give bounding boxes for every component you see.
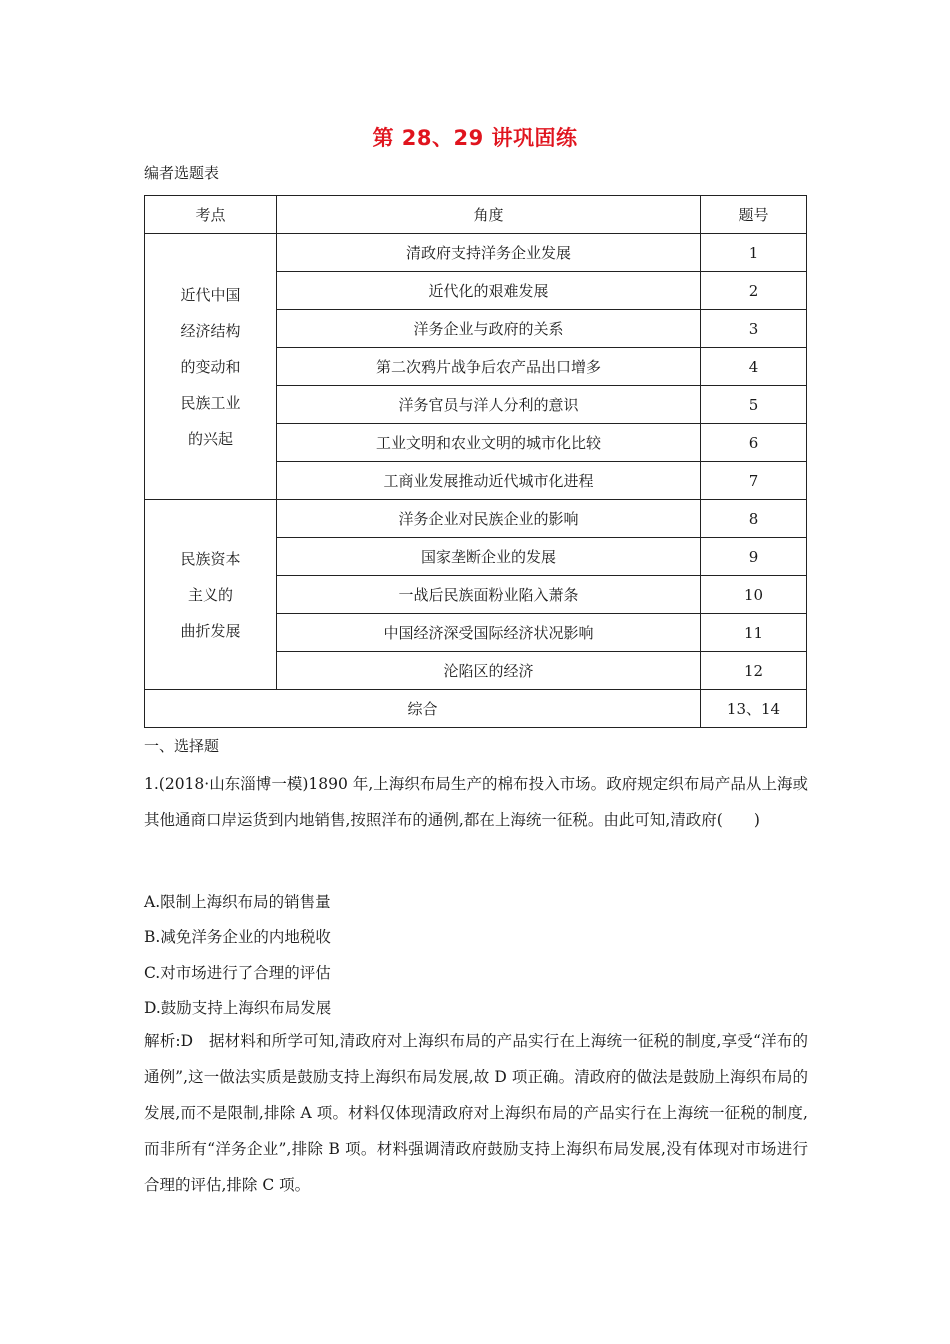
angle-cell: 洋务企业对民族企业的影响 [277,500,701,538]
angle-cell: 洋务企业与政府的关系 [277,310,701,348]
topic-cell-2 [145,500,277,690]
option-c: C.对市场进行了合理的评估 [144,964,331,982]
header-number: 题号 [701,196,807,234]
summary-number: 13、14 [701,690,807,728]
section-title: 一、选择题 [144,737,220,755]
option-d: D.鼓励支持上海织布局发展 [144,999,332,1017]
angle-cell: 国家垄断企业的发展 [277,538,701,576]
angle-cell: 工商业发展推动近代城市化进程 [277,462,701,500]
summary-label: 综合 [145,690,701,728]
answer-analysis: 解析:D 据材料和所学可知,清政府对上海织布局的产品实行在上海统一征税的制度,享受“洋布的通例”,这一做法实质是鼓励支持上海织布局发展,故 D 项正确。清政府的做法是鼓励上海织布局的发展,而不是限制,排除 A 项。材料仅体现清政府对上海织布局的产品实行在上海统一征税的制度,而非所有“洋务企业”,排除 B 项。材料强调清政府鼓励支持上海织布局发展,没有体现对市场进行合理的评估,排除 C 项。 [144,1032,808,1194]
table-summary-row [145,690,807,728]
number-cell: 12 [701,652,807,690]
topic-line: 近代中国 [180,285,241,304]
number-cell: 11 [701,614,807,652]
angle-cell: 工业文明和农业文明的城市化比较 [277,424,701,462]
table-header-row [145,196,807,234]
angle-cell: 洋务官员与洋人分利的意识 [277,386,701,424]
angle-cell: 清政府支持洋务企业发展 [277,234,701,272]
number-cell: 8 [701,500,807,538]
angle-cell: 中国经济深受国际经济状况影响 [277,614,701,652]
header-angle: 角度 [277,196,701,234]
number-cell: 3 [701,310,807,348]
number-cell: 4 [701,348,807,386]
table-caption: 编者选题表 [144,164,220,182]
topic-line: 的兴起 [187,429,233,448]
topic-line: 的变动和 [180,357,241,376]
table-row [145,500,807,538]
angle-cell: 第二次鸦片战争后农产品出口增多 [277,348,701,386]
number-cell: 2 [701,272,807,310]
topic-line: 曲折发展 [180,621,241,640]
question-stem: 1.(2018·山东淄博一模)1890 年,上海织布局生产的棉布投入市场。政府规定织布局产品从上海或其他通商口岸运货到内地销售,按照洋布的通例,都在上海统一征税。由此可知,清政府( ) [144,775,808,829]
number-cell: 7 [701,462,807,500]
topic-line: 民族工业 [180,393,241,412]
number-cell: 6 [701,424,807,462]
header-topic: 考点 [145,196,277,234]
page-title: 第 28、29 讲巩固练 [372,126,578,150]
angle-cell: 沦陷区的经济 [277,652,701,690]
table-row [145,234,807,272]
number-cell: 10 [701,576,807,614]
option-a: A.限制上海织布局的销售量 [144,893,331,911]
topic-line: 经济结构 [180,321,241,340]
angle-cell: 一战后民族面粉业陷入萧条 [277,576,701,614]
option-b: B.减免洋务企业的内地税收 [144,928,331,946]
number-cell: 9 [701,538,807,576]
number-cell: 5 [701,386,807,424]
topic-line: 主义的 [187,585,233,604]
number-cell: 1 [701,234,807,272]
topic-cell-1 [145,234,277,500]
selection-table [144,195,807,728]
angle-cell: 近代化的艰难发展 [277,272,701,310]
topic-line: 民族资本 [180,549,241,568]
